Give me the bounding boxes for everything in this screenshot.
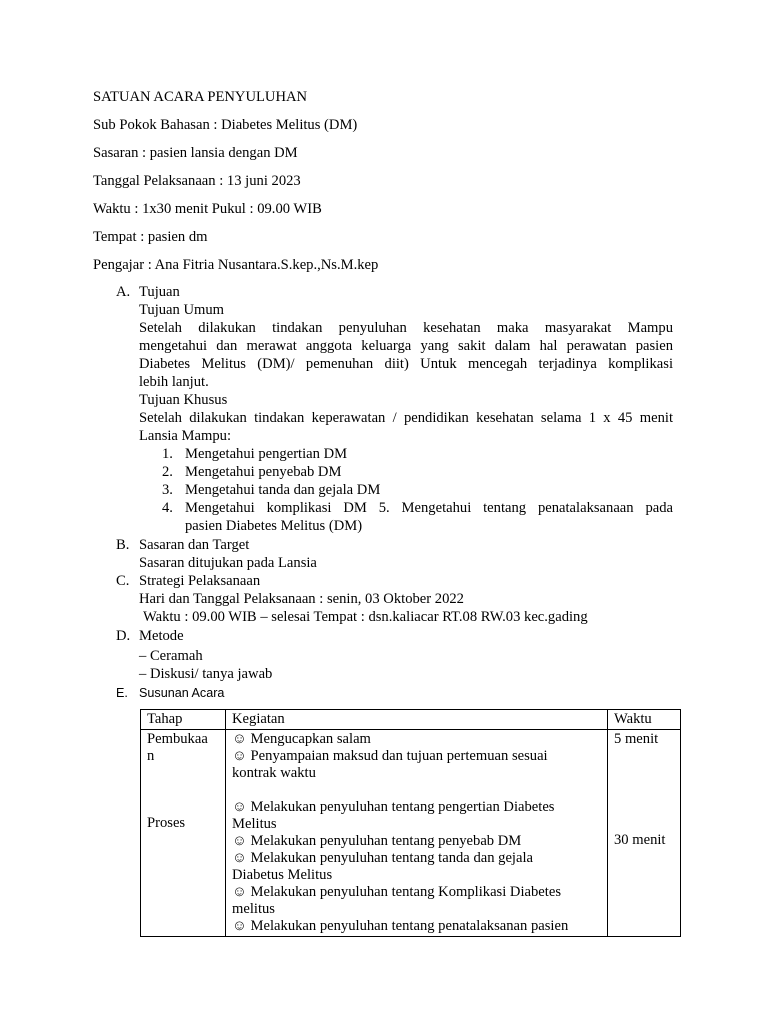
list-item-continuation: pasien Diabetes Melitus (DM) xyxy=(185,518,363,534)
pengajar-line: Pengajar : Ana Fitria Nusantara.S.kep.,Ns.M.kep xyxy=(93,257,379,273)
sub-pokok-bahasan: Sub Pokok Bahasan : Diabetes Melitus (DM) xyxy=(93,117,358,133)
sasaran-line: Sasaran : pasien lansia dengan DM xyxy=(93,145,298,161)
tujuan-khusus-line: Setelah dilakukan tindakan keperawatan / pendidikan kesehatan selama 1 x 45 menit xyxy=(139,410,673,426)
section-c-title: Strategi Pelaksanaan xyxy=(139,573,261,589)
section-b-title: Sasaran dan Target xyxy=(139,537,250,553)
list-item: Mengetahui komplikasi DM 5. Mengetahui tentang penatalaksanaan pada xyxy=(185,500,673,516)
kegiatan-line: Diabetus Melitus xyxy=(232,867,333,883)
kegiatan-line: ☺ Mengucapkan salam xyxy=(232,731,371,747)
section-d-letter: D. xyxy=(116,628,131,644)
kegiatan-line: ☺ Melakukan penyuluhan tentang penyebab DM xyxy=(232,833,522,849)
tujuan-umum-line: Diabetes Melitus (DM)/ pemenuhan diit) Untuk mencegah terjadinya komplikasi xyxy=(139,356,673,372)
section-c-line: Waktu : 09.00 WIB – selesai Tempat : dsn.kaliacar RT.08 RW.03 kec.gading xyxy=(143,609,588,625)
section-d-title: Metode xyxy=(139,628,184,644)
kegiatan-line: kontrak waktu xyxy=(232,765,316,781)
list-item: Mengetahui penyebab DM xyxy=(185,464,342,480)
list-item: Mengetahui pengertian DM xyxy=(185,446,348,462)
table-row xyxy=(141,730,681,937)
tujuan-umum-title: Tujuan Umum xyxy=(139,302,225,318)
tujuan-umum-line: Setelah dilakukan tindakan penyuluhan kesehatan maka masyarakat Mampu xyxy=(139,320,673,336)
tahap-text: Pembukaa xyxy=(147,731,208,747)
kegiatan-line: ☺ Melakukan penyuluhan tentang pengertian Diabetes xyxy=(232,799,555,815)
tujuan-khusus-line: Lansia Mampu: xyxy=(139,428,232,444)
list-item-number: 1. xyxy=(162,446,173,462)
table-header-waktu: Waktu xyxy=(608,710,681,730)
document-title: SATUAN ACARA PENYULUHAN xyxy=(93,89,308,105)
section-e-title: Susunan Acara xyxy=(139,686,225,700)
waktu-cell xyxy=(608,730,681,937)
kegiatan-line: Melitus xyxy=(232,816,277,832)
kegiatan-line: melitus xyxy=(232,901,275,917)
list-item: Mengetahui tanda dan gejala DM xyxy=(185,482,381,498)
table-header-tahap: Tahap xyxy=(141,710,226,730)
section-c-letter: C. xyxy=(116,573,130,589)
waktu-line: Waktu : 1x30 menit Pukul : 09.00 WIB xyxy=(93,201,322,217)
tahap-cell xyxy=(141,730,226,937)
list-item-number: 4. xyxy=(162,500,173,516)
section-e-letter: E. xyxy=(116,686,128,700)
section-a-title: Tujuan xyxy=(139,284,180,300)
kegiatan-line: ☺ Melakukan penyuluhan tentang Komplikasi Diabetes xyxy=(232,884,561,900)
kegiatan-line: ☺ Penyampaian maksud dan tujuan pertemuan sesuai xyxy=(232,748,548,764)
tempat-line: Tempat : pasien dm xyxy=(93,229,208,245)
section-a-letter: A. xyxy=(116,284,131,300)
tujuan-umum-line: mengetahui dan merawat anggota keluarga yang sakit dalam hal perawatan pasien xyxy=(139,338,673,354)
table-header-row xyxy=(141,710,681,730)
tujuan-khusus-title: Tujuan Khusus xyxy=(139,392,228,408)
tahap-text: n xyxy=(147,748,155,764)
susunan-acara-table xyxy=(140,709,681,937)
table-header-kegiatan: Kegiatan xyxy=(226,710,608,730)
section-b-line: Sasaran ditujukan pada Lansia xyxy=(139,555,317,571)
kegiatan-cell xyxy=(226,730,608,937)
metode-item: – Ceramah xyxy=(139,648,203,664)
tahap-text: Proses xyxy=(147,815,186,831)
waktu-text: 5 menit xyxy=(614,731,659,747)
tanggal-pelaksanaan: Tanggal Pelaksanaan : 13 juni 2023 xyxy=(93,173,301,189)
list-item-number: 3. xyxy=(162,482,173,498)
tujuan-umum-line: lebih lanjut. xyxy=(139,374,209,390)
waktu-text: 30 menit xyxy=(614,832,666,848)
section-b-letter: B. xyxy=(116,537,130,553)
section-c-line: Hari dan Tanggal Pelaksanaan : senin, 03 Oktober 2022 xyxy=(139,591,464,607)
list-item-number: 2. xyxy=(162,464,173,480)
kegiatan-line: ☺ Melakukan penyuluhan tentang penatalaksanan pasien xyxy=(232,918,569,934)
kegiatan-line: ☺ Melakukan penyuluhan tentang tanda dan gejala xyxy=(232,850,533,866)
metode-item: – Diskusi/ tanya jawab xyxy=(139,666,273,682)
